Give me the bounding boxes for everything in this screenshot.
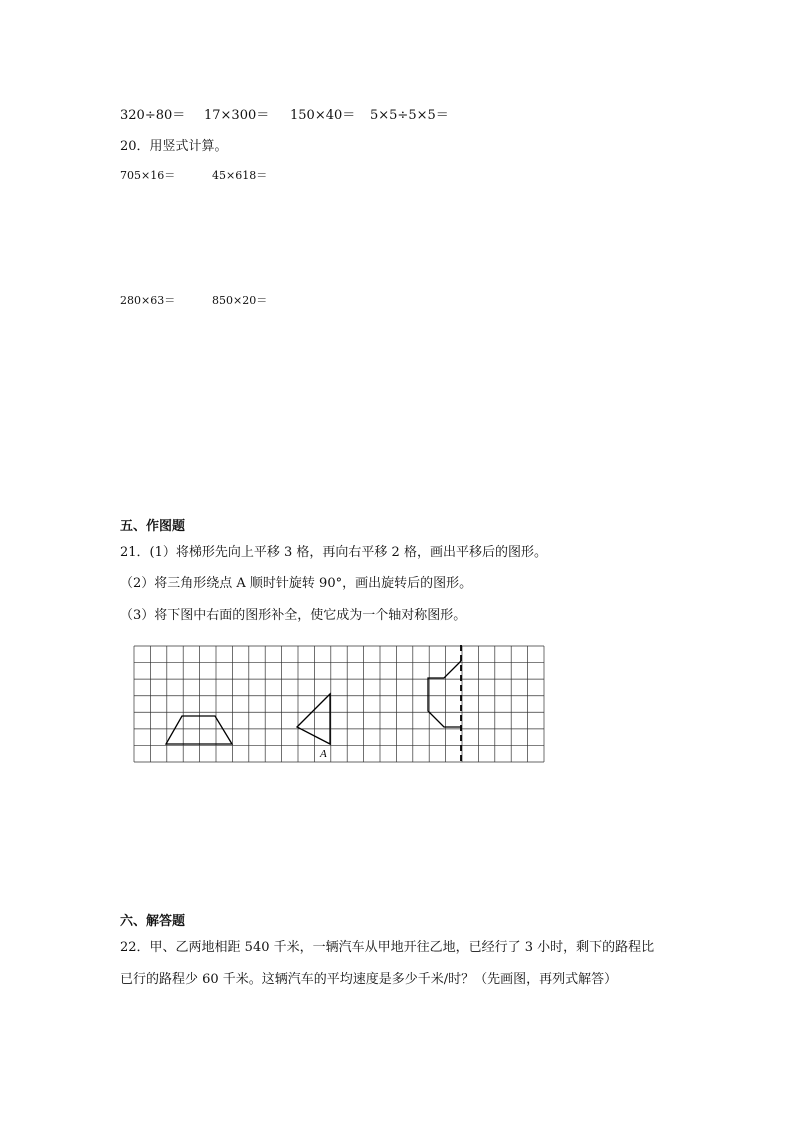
q22-line1: 22．甲、乙两地相距 540 千米，一辆汽车从甲地开往乙地，已经行了 3 小时，剩下的路程比	[120, 940, 655, 955]
q21-part1: 21．(1）将梯形先向上平移 3 格，再向右平移 2 格，画出平移后的图形。	[120, 545, 547, 560]
grid-svg	[133, 645, 545, 763]
half-figure-shape	[428, 661, 461, 727]
trapezoid-shape	[166, 716, 232, 744]
section6-heading: 六、解答题	[120, 914, 186, 929]
q20-item-2: 45×618＝	[212, 169, 268, 182]
q21-part2: （2）将三角形绕点 A 顺时针旋转 90°，画出旋转后的图形。	[120, 576, 473, 591]
calc-item-4: 5×5÷5×5＝	[370, 108, 449, 123]
section5-heading: 五、作图题	[120, 519, 186, 534]
calc-item-3: 150×40＝	[290, 108, 356, 123]
drawing-grid	[133, 645, 545, 767]
q20-item-1: 705×16＝	[120, 169, 176, 182]
triangle-shape	[297, 694, 330, 744]
q20-item-3: 280×63＝	[120, 294, 176, 307]
calc-item-1: 320÷80＝	[120, 108, 186, 123]
point-a-label: A	[320, 748, 327, 760]
q20-item-4: 850×20＝	[212, 294, 268, 307]
calc-item-2: 17×300＝	[204, 108, 270, 123]
q20-title: 20．用竖式计算。	[120, 139, 228, 154]
q22-line2: 已行的路程少 60 千米。这辆汽车的平均速度是多少千米/时？（先画图，再列式解答）	[120, 972, 618, 987]
q21-part3: （3）将下图中右面的图形补全，使它成为一个轴对称图形。	[120, 608, 467, 623]
